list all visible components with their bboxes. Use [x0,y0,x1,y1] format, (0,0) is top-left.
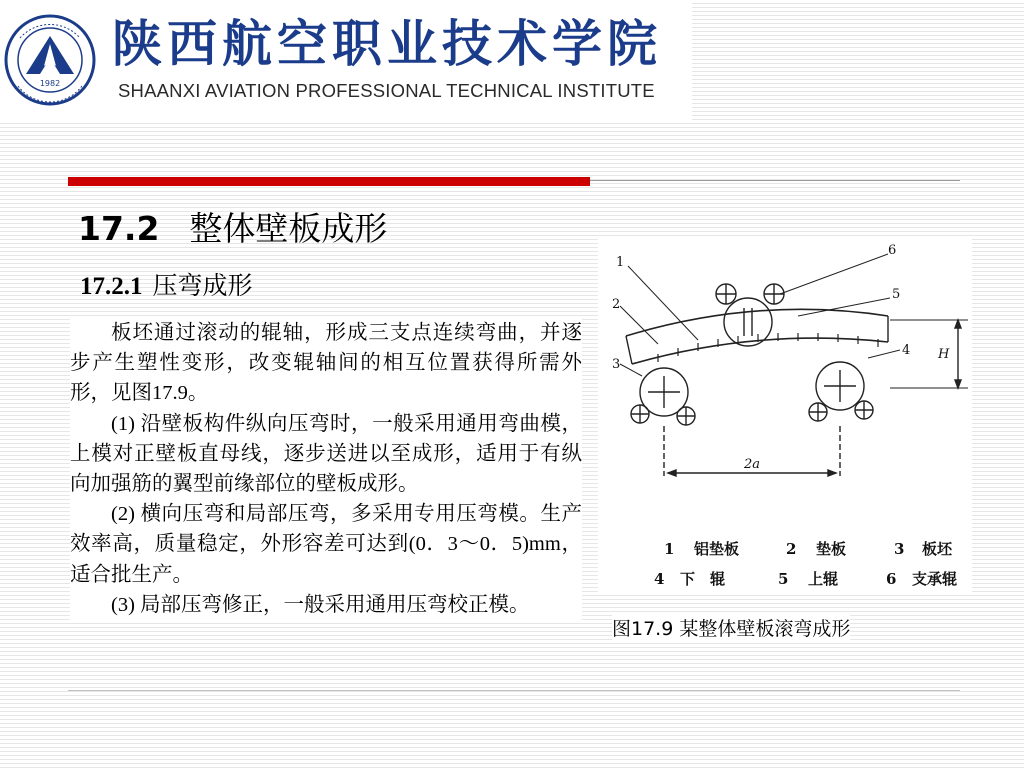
title-divider-line [590,180,960,181]
header-banner [0,0,692,122]
section-number: 17.2 [78,209,160,248]
section-heading [78,203,387,250]
callout-1: 1 [616,255,625,270]
legend-3-label: 板坯 [922,540,953,558]
legend-2-num: 2 [786,540,797,558]
figure-caption: 图17.9 某整体壁板滚弯成形 [612,614,850,641]
legend-6-label: 支承辊 [912,570,958,588]
paragraph-method-1: (1) 沿壁板构件纵向压弯时，一般采用通用弯曲模，上模对正壁板直母线，逐步送进以至成形，适用于有纵向加强筋的翼型前缘部位的壁板成形。 [70,412,582,496]
paragraph-method-3: (3) 局部压弯修正，一般采用通用压弯校正模。 [111,593,530,616]
legend-4-num: 4 [654,570,665,588]
legend-4-label: 下 辊 [680,570,726,588]
label-2a: 2a [744,457,761,472]
callout-2: 2 [612,297,621,312]
callout-5: 5 [892,287,901,302]
panel-blank-top [626,309,888,336]
legend-3-num: 3 [894,540,905,558]
legend-6-num: 6 [886,570,897,588]
subsection-heading [80,266,253,302]
roll-bending-diagram [598,236,972,592]
paragraph-intro: 板坯通过滚动的辊轴，形成三支点连续弯曲，并逐步产生塑性变形，改变辊轴间的相互位置获得所需外形，见图17.9。 [70,322,582,405]
panel-ribs [658,333,878,362]
subsection-number: 17.2.1 [80,273,143,300]
callout-3: 3 [612,357,621,372]
panel-blank-bottom [632,338,888,364]
legend-5-num: 5 [778,570,789,588]
footer-divider-line [68,690,960,691]
callout-6: 6 [888,243,897,258]
school-seal-logo [2,8,98,114]
figure-roll-bending [598,236,972,592]
legend-5-label: 上辊 [808,570,839,588]
paragraph-method-2: (2) 横向压弯和局部压弯，多采用专用压弯模。生产效率高，质量稳定，外形容差可达到(0．3～0．5)mm，适合批生产。 [70,503,582,586]
school-name-chinese: 陕西航空职业技术学院 [112,14,662,73]
label-H: H [938,347,950,362]
callout-4: 4 [902,343,911,358]
body-text [70,318,582,620]
legend-2-label: 垫板 [816,540,847,558]
school-name-english: SHAANXI AVIATION PROFESSIONAL TECHNICAL INSTITUTE [118,80,655,101]
legend-1-label: 铝垫板 [694,540,740,558]
upper-roll [724,298,772,346]
seal-year: 1982 [39,79,61,88]
section-title: 整体壁板成形 [189,209,388,248]
title-accent-bar [68,177,590,186]
subsection-title: 压弯成形 [152,273,253,300]
legend-1-num: 1 [664,540,675,558]
